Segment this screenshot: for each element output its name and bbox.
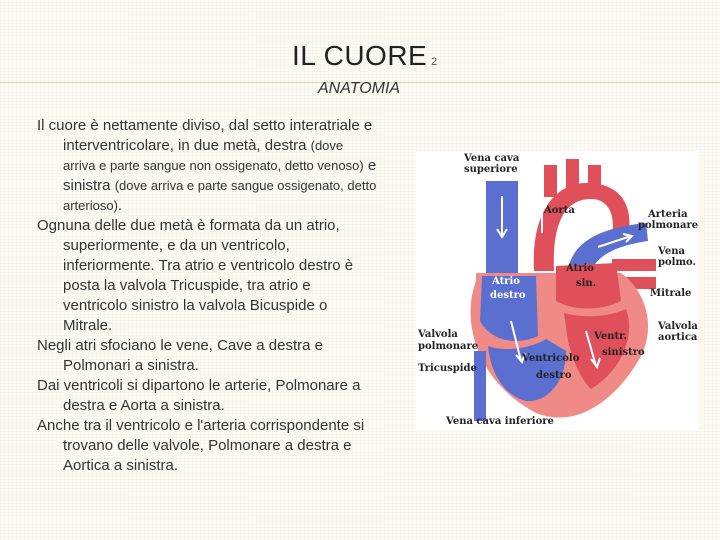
paragraph-1 bbox=[37, 116, 377, 216]
label-vena-cava-sup-1: Vena cava bbox=[464, 153, 520, 164]
heart-diagram-svg bbox=[416, 151, 698, 430]
label-valvola-polm-2: polmonare bbox=[418, 341, 479, 352]
label-ventricolo-dx-1: Ventricolo bbox=[522, 353, 580, 364]
paragraph-1-part-5: . bbox=[117, 197, 123, 214]
aorta-branch-2 bbox=[566, 159, 579, 191]
label-atrio-sin-1: Atrio bbox=[566, 263, 594, 274]
label-arteria-polm-1: Arteria bbox=[648, 209, 688, 220]
label-valvola-aortica-2: aortica bbox=[658, 332, 698, 343]
label-vena-cava-sup-2: superiore bbox=[464, 164, 518, 175]
label-ventr-sin-1: Ventr. bbox=[594, 331, 627, 342]
paragraph-1-part-3: e sinistra bbox=[63, 157, 377, 194]
label-atrio-dx-1: Atrio bbox=[492, 276, 520, 287]
label-valvola-aortica-1: Valvola bbox=[658, 321, 698, 332]
label-aorta: Aorta bbox=[544, 205, 575, 216]
paragraph-1-note-arterial: (dove arriva e parte sangue ossigenato, detto arterioso) bbox=[63, 178, 377, 213]
label-valvola-polm-1: Valvola bbox=[418, 329, 458, 340]
paragraph-5: Anche tra il ventricolo e l'arteria corrispondente si trovano delle valvole, Polmonare a destra e Aortica a sinistra. bbox=[37, 417, 365, 474]
label-ventr-sin-2: sinistro bbox=[602, 347, 645, 358]
paragraph-4: Dai ventricoli si dipartono le arterie, Polmonare a destra e Aorta a sinistra. bbox=[37, 377, 361, 414]
paragraph-3: Negli atri sfociano le vene, Cave a destra e Polmonari a sinistra. bbox=[37, 337, 323, 374]
paragraph-2: Ognuna delle due metà è formata da un atrio, superiormente, e da un ventricolo, inferiormente. Tra atrio e ventricolo destro è posta la valvola Tricuspide, tra atrio e ventricolo sinistro la valvola Bicuspide o Mitrale. bbox=[37, 217, 354, 334]
slide-subtitle: ANATOMIA bbox=[318, 80, 401, 97]
heart-diagram bbox=[416, 151, 698, 430]
paragraph-1-note-venous: (dove arriva e parte sangue non ossigenato, detto venoso) bbox=[63, 138, 364, 173]
label-arteria-polm-2: polmonare bbox=[638, 220, 698, 231]
inferior-vena-cava-shape bbox=[474, 351, 486, 421]
aorta-branch-1 bbox=[544, 165, 557, 197]
label-vena-polm-1: Vena bbox=[658, 246, 685, 257]
label-tricuspide: Tricuspide bbox=[418, 363, 477, 374]
label-atrio-sin-2: sin. bbox=[576, 278, 597, 289]
label-atrio-dx-2: destro bbox=[490, 290, 526, 301]
paragraph-1-part-1: Il cuore è nettamente diviso, dal setto interatriale e interventricolare, in due metà, destra bbox=[37, 117, 373, 154]
aorta-branch-3 bbox=[588, 165, 601, 193]
slide-number: 2 bbox=[431, 56, 438, 68]
label-ventricolo-dx-2: destro bbox=[536, 370, 572, 381]
body-text bbox=[37, 116, 377, 476]
slide-title: IL CUORE bbox=[292, 40, 428, 71]
label-vena-cava-inf: Vena cava inferiore bbox=[446, 416, 554, 427]
label-vena-polm-2: polmo. bbox=[658, 257, 697, 268]
label-mitrale: Mitrale bbox=[650, 288, 692, 299]
pulmonary-vein-upper bbox=[612, 259, 656, 271]
